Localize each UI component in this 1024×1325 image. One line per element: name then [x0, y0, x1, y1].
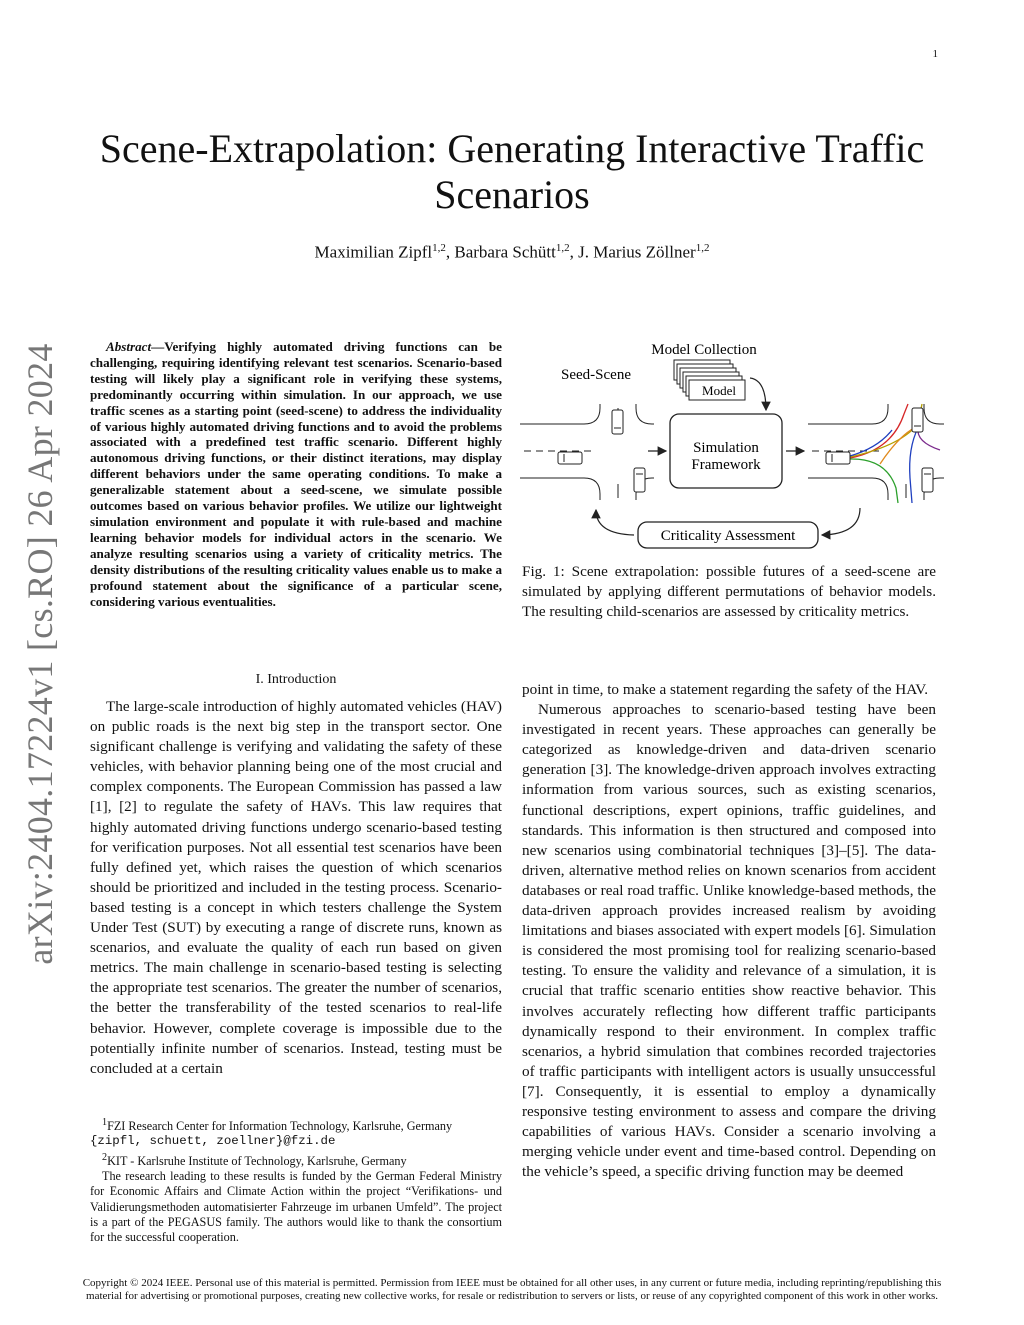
- footnote-text: KIT - Karlsruhe Institute of Technology, Karlsruhe, Germany: [107, 1153, 407, 1168]
- author-affiliation: 1,2: [555, 242, 570, 254]
- figure-caption-label: Fig. 1:: [522, 563, 565, 580]
- footnote-mark: 2: [102, 1151, 108, 1163]
- body-paragraph: Numerous approaches to scenario-based testing have been investigated in recent years. These approaches can generally be categorized as knowledge-driven and data-driven scenario generation [3]. The knowledge-driven approach involves extracting information from various sources, such as existing scenarios, functional descriptions, expert opinions, traffic guidelines, and standards. This information is then structured and composed into new scenarios using combinatorial techniques [3]–[5]. The data-driven, alternative method relies on known scenarios from accident databases or real road traffic. Unlike knowledge-based methods, the data-driven approach provides increased realism by avoiding limitations and biases associated with expert models [6]. Simulation is considered the most promising tool for realizing scenario-based testing. To ensure the validity and relevance of a simulation, it is crucial that traffic scenario entities show reactive behavior. This involves accurately reflecting how different traffic participants dynamically respond to their environment. In complex traffic scenarios, a hybrid simulation that combines recorded trajectories of traffic participants with intelligent actors is usually unsuccessful [7]. Consequently, it is essential to employ a dynamically responsive testing environment to assess and compare the driving capabilities of various HAVs. Consider a scenario involving a merging vehicle under event and time-based control. Depending on the vehicle’s speed, a specific driving function may be deemed: [522, 701, 936, 1181]
- intro-right-column: [522, 680, 936, 1182]
- body-paragraph: The large-scale introduction of highly automated vehicles (HAV) on public roads is the next big step in the transport sector. One significant challenge is verifying and validating the safety of these vehicles, with behavior planning being one of the most crucial and complex components. The European Commission has passed a law [1], [2] to regulate the safety of HAVs. This law requires that highly automated driving functions undergo scenario-based testing for verification purposes. Not all essential test scenarios have been fully defined yet, which raises the question of which scenarios should be prioritized and included in the testing process. Scenario-based testing is a concept in which testers challenge the System Under Test (SUT) by executing a range of discrete runs, known as scenarios, and evaluate the quality of each run based on given metrics. The main challenge in scenario-based testing is selecting the appropriate test scenarios. The greater the number of scenarios, the better the transferability of the tested scenarios to real-life behavior. However, complete coverage is impossible due to the potentially infinite number of scenarios. Instead, testing must be concluded at a certain: [90, 698, 502, 1077]
- seed-scene-label: Seed-Scene: [561, 367, 631, 383]
- footnote-emails: {zipfl, schuett, zoellner}@fzi.de: [90, 1134, 336, 1149]
- model-label: Model: [702, 383, 736, 398]
- figure-caption: [522, 562, 936, 622]
- footnote-text: FZI Research Center for Information Technology, Karlsruhe, Germany: [107, 1119, 453, 1134]
- figure-caption-text: Scene extrapolation: possible futures of a seed-scene are simulated by applying different permutations of behavior models. The resulting child-scenarios are assessed by criticality metrics.: [522, 563, 936, 621]
- seed-scene-vehicles: [558, 410, 645, 492]
- section-heading-introduction: I. Introduction: [255, 672, 337, 687]
- paper-title: Scene-Extrapolation: Generating Interactive Traffic Scenarios: [99, 126, 925, 217]
- abstract: [90, 339, 502, 609]
- scenarios-to-criticality-arrow: [822, 508, 860, 535]
- abstract-dash: —: [151, 339, 165, 354]
- footnotes: [90, 1115, 502, 1246]
- abstract-label: Abstract: [106, 339, 152, 354]
- model-collection-label: Model Collection: [651, 342, 757, 358]
- footnote-mark: 1: [102, 1117, 108, 1128]
- copyright-notice: Copyright © 2024 IEEE. Personal use of this material is permitted. Permission from IEEE must be obtained for all other uses, in any current or future media, including reprinting/republishing this material for advertising or promotional purposes, creating new collective works, for resale or redistribution to servers or lists, or reuse of any copyrighted component of this work in other works.: [82, 1277, 942, 1302]
- intro-left-column: [90, 697, 502, 1079]
- arxiv-sidebar-stamp: [8, 343, 72, 965]
- arxiv-id: arXiv:2404.17224v1 [cs.RO] 26 Apr 2024: [20, 343, 60, 965]
- criticality-to-scene-arrow: [596, 510, 634, 535]
- author-affiliation: 1,2: [432, 242, 446, 254]
- body-paragraph: point in time, to make a statement regarding the safety of the HAV.: [522, 681, 929, 698]
- author-affiliation: 1,2: [695, 242, 710, 254]
- figure-scene-extrapolation: [520, 338, 944, 553]
- simulation-label: Simulation: [693, 440, 759, 456]
- author-name: Maximilian Zipfl: [314, 242, 433, 262]
- author-name: J. Marius Zöllner: [578, 242, 696, 262]
- author-list: [100, 242, 924, 263]
- author-separator: ,: [569, 242, 579, 262]
- footnote-affiliation-2: [90, 1150, 502, 1169]
- author-name: Barbara Schütt: [454, 242, 556, 262]
- abstract-text: Verifying highly automated driving functions can be challenging, requiring identifying relevant test scenarios. Scenario-based testing will likely play a significant role in verifying these systems, predominantly occurring within simulation. In our approach, we use traffic scenes as a starting point (seed-scene) to address the individuality of various highly automated driving functions and to avoid the problems associated with a predefined test traffic scenario. Different highly autonomous driving functions, or their distinct iterations, may display different behaviors under the same operating conditions. To make a generalizable statement about a seed-scene, we simulate possible outcomes based on various behavior profiles. We utilize our lightweight simulation environment and populate it with rule-based and machine learning behavior models for individual actors in the scenario. We analyze resulting scenarios using a variety of criticality metrics. The density distributions of the resulting criticality values enable us to make a profound statement about the significance of a particular scene, considering various eventualities.: [90, 339, 502, 609]
- framework-label: Framework: [691, 457, 761, 473]
- page-number: 1: [932, 48, 938, 60]
- model-to-framework-arrow: [750, 378, 766, 410]
- footnote-affiliation-1: [90, 1115, 502, 1134]
- author-separator: ,: [445, 242, 455, 262]
- criticality-assessment-label: Criticality Assessment: [660, 528, 796, 544]
- footnote-funding: The research leading to these results is funded by the German Federal Ministry for Economic Affairs and Climate Action within the project “Verifikations- und Validierungsmethoden automatisierter Fahrzeuge im urbanen Umfeld”. The project is a part of the PEGASUS family. The authors would like to thank the consortium for the successful cooperation.: [90, 1169, 502, 1245]
